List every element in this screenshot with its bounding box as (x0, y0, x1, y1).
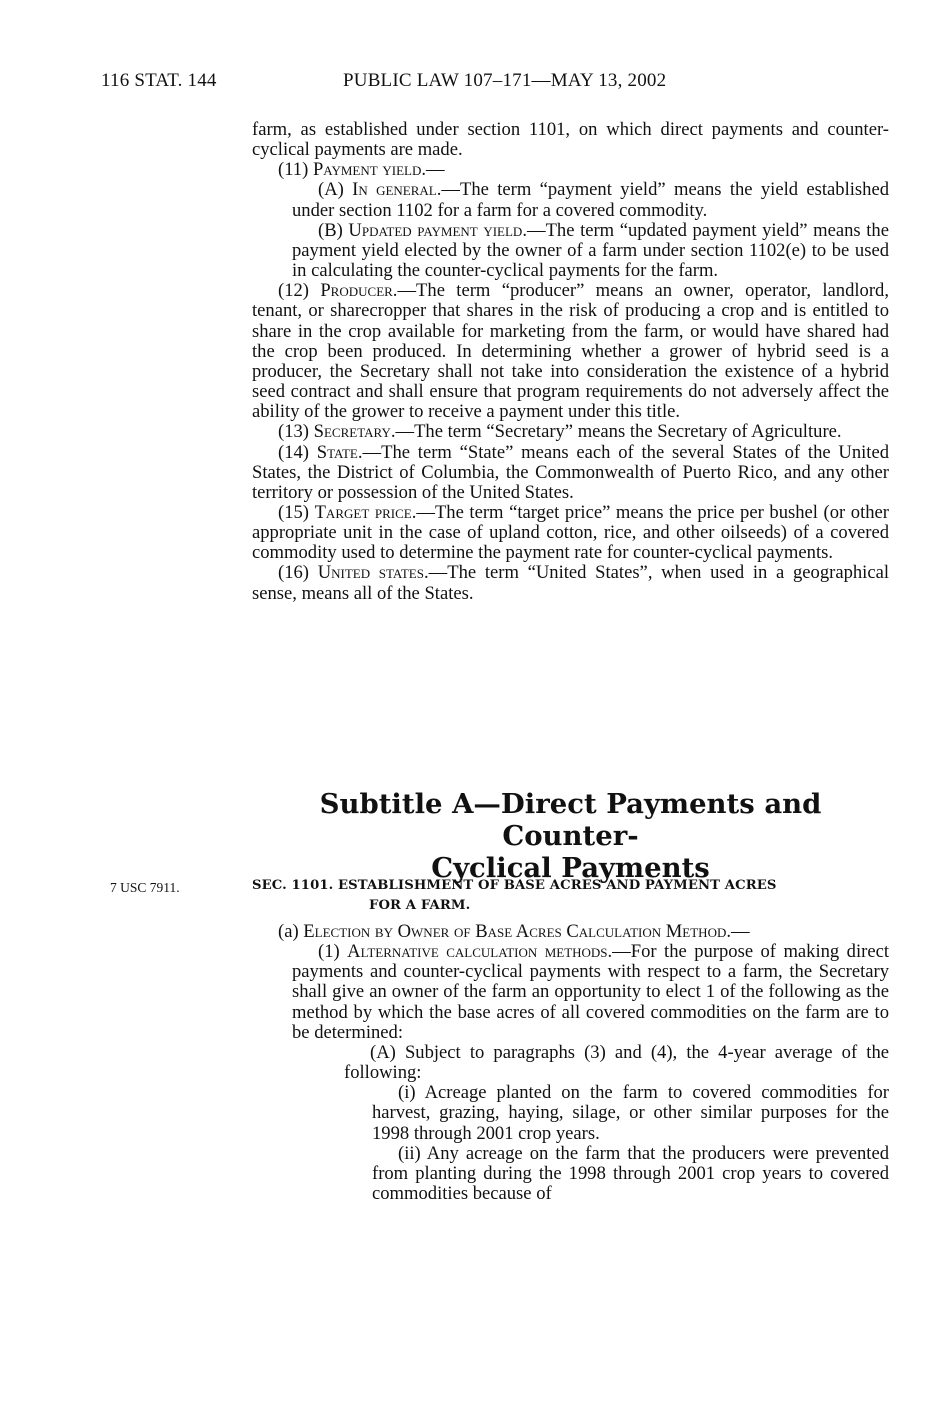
paragraph-1 (252, 942, 889, 1043)
subparagraph-text: Subject to paragraphs (3) and (4), the 4-year average of the following: (344, 1041, 889, 1084)
clause-number: (ii) (398, 1142, 421, 1164)
subsection-heading: Election by Owner of Base Acres Calculation Method.— (303, 921, 750, 942)
clause-number: (i) (398, 1082, 416, 1104)
section-heading-line-1: SEC. 1101. ESTABLISHMENT OF BASE ACRES AND PAYMENT ACRES (252, 878, 777, 893)
subsection-a (252, 922, 889, 942)
subparagraph-heading: Updated payment yield. (348, 219, 527, 241)
subparagraph-A (252, 1043, 889, 1083)
paragraph-12 (252, 281, 889, 422)
subparagraph-number: (B) (318, 219, 343, 241)
clause-i (252, 1083, 889, 1143)
clause-text: Any acreage on the farm that the producers were prevented from planting during the 1998 through 2001 crop years to covered commodities because of (372, 1142, 890, 1205)
section-heading-line-2: FOR A FARM. (369, 898, 471, 913)
paragraph-number: (13) (278, 421, 309, 443)
paragraph-number: (16) (278, 562, 309, 584)
subparagraph-heading: In general. (352, 179, 442, 201)
subtitle-heading (252, 788, 889, 884)
paragraph-number: (15) (278, 501, 309, 523)
subparagraph-number: (A) (318, 179, 344, 201)
definitions-body (252, 120, 889, 604)
paragraph-number: (1) (318, 941, 340, 963)
subsection-number: (a) (278, 921, 299, 942)
paragraph-number: (12) (278, 280, 309, 302)
paragraph-heading: Secretary. (313, 421, 396, 443)
paragraph-heading: Target price. (314, 501, 417, 523)
subparagraph-number: (A) (370, 1041, 396, 1063)
subtitle-line-2: Cyclical Payments (431, 852, 710, 884)
paragraph-text: —The term “Secretary” means the Secretary of Agriculture. (395, 421, 842, 443)
clause-ii (252, 1144, 889, 1204)
subparagraph-text: —The term “updated payment yield” means the payment yield elected by the owner of a farm under section 1102(e) to be used in calculating the counter-cyclical payments for the farm. (292, 219, 889, 282)
paragraph-heading: United states. (317, 562, 429, 584)
subparagraph-11-A (252, 180, 889, 220)
usc-margin-note: 7 USC 7911. (110, 880, 180, 895)
clause-text: Acreage planted on the farm to covered commodities for harvest, grazing, haying, silage, or other similar purposes for the 1998 through 2001 crop years. (372, 1082, 889, 1144)
paragraph-heading: Alternative calculation methods. (347, 941, 613, 963)
paragraph-text: —The term “target price” means the price per bushel (or other appropriate unit in the case of upland cotton, rice, and other oilseeds) of a covered commodity used to determine the payment rate for counter-cyclical payments. (252, 501, 889, 564)
public-law-citation: PUBLIC LAW 107–171—MAY 13, 2002 (343, 70, 667, 91)
section-body (252, 922, 889, 1204)
paragraph-14 (252, 443, 889, 503)
paragraph-15 (252, 503, 889, 563)
paragraph-text: —The term “State” means each of the several States of the United States, the District of Columbia, the Commonwealth of Puerto Rico, and any other territory or possession of the United States. (252, 441, 890, 503)
subtitle-line-1: Subtitle A—Direct Payments and Counter- (319, 788, 822, 852)
subparagraph-text: —The term “payment yield” means the yield established under section 1102 for a farm for a covered commodity. (292, 179, 889, 221)
paragraph-text: —The term “United States”, when used in a geographical sense, means all of the States. (252, 562, 890, 604)
paragraph-text: farm, as established under section 1101, on which direct payments and counter-cyclical payments are made. (252, 119, 889, 161)
paragraph-number: (14) (278, 441, 309, 463)
subparagraph-11-B (252, 221, 889, 281)
statute-page-number: 116 STAT. 144 (101, 70, 217, 91)
paragraph-text: —For the purpose of making direct payments and counter-cyclical payments with respect to a farm, the Secretary shall give an owner of the farm an opportunity to elect 1 of the following as the method by which the base acres of all covered commodities on the farm are to be determined: (292, 941, 889, 1043)
paragraph-number: (11) (278, 159, 309, 181)
paragraph-13 (252, 422, 889, 442)
paragraph-10-continuation (252, 120, 889, 160)
paragraph-11 (252, 160, 889, 180)
section-heading (252, 876, 889, 916)
paragraph-text: —The term “producer” means an owner, operator, landlord, tenant, or sharecropper that shares in the risk of producing a crop and is entitled to share in the crop available for marketing from the farm, or would have shared had the crop been produced. In determining whether a grower of hybrid seed is a producer, the Secretary shall not take into consideration the existence of a hybrid seed contract and shall ensure that program requirements do not adversely affect the ability of the grower to receive a payment under this title. (252, 280, 889, 423)
paragraph-heading: State. (316, 441, 363, 463)
paragraph-16 (252, 563, 889, 603)
paragraph-heading: Producer. (320, 280, 398, 302)
paragraph-heading: Payment yield.— (312, 159, 445, 181)
page-header (101, 70, 801, 96)
